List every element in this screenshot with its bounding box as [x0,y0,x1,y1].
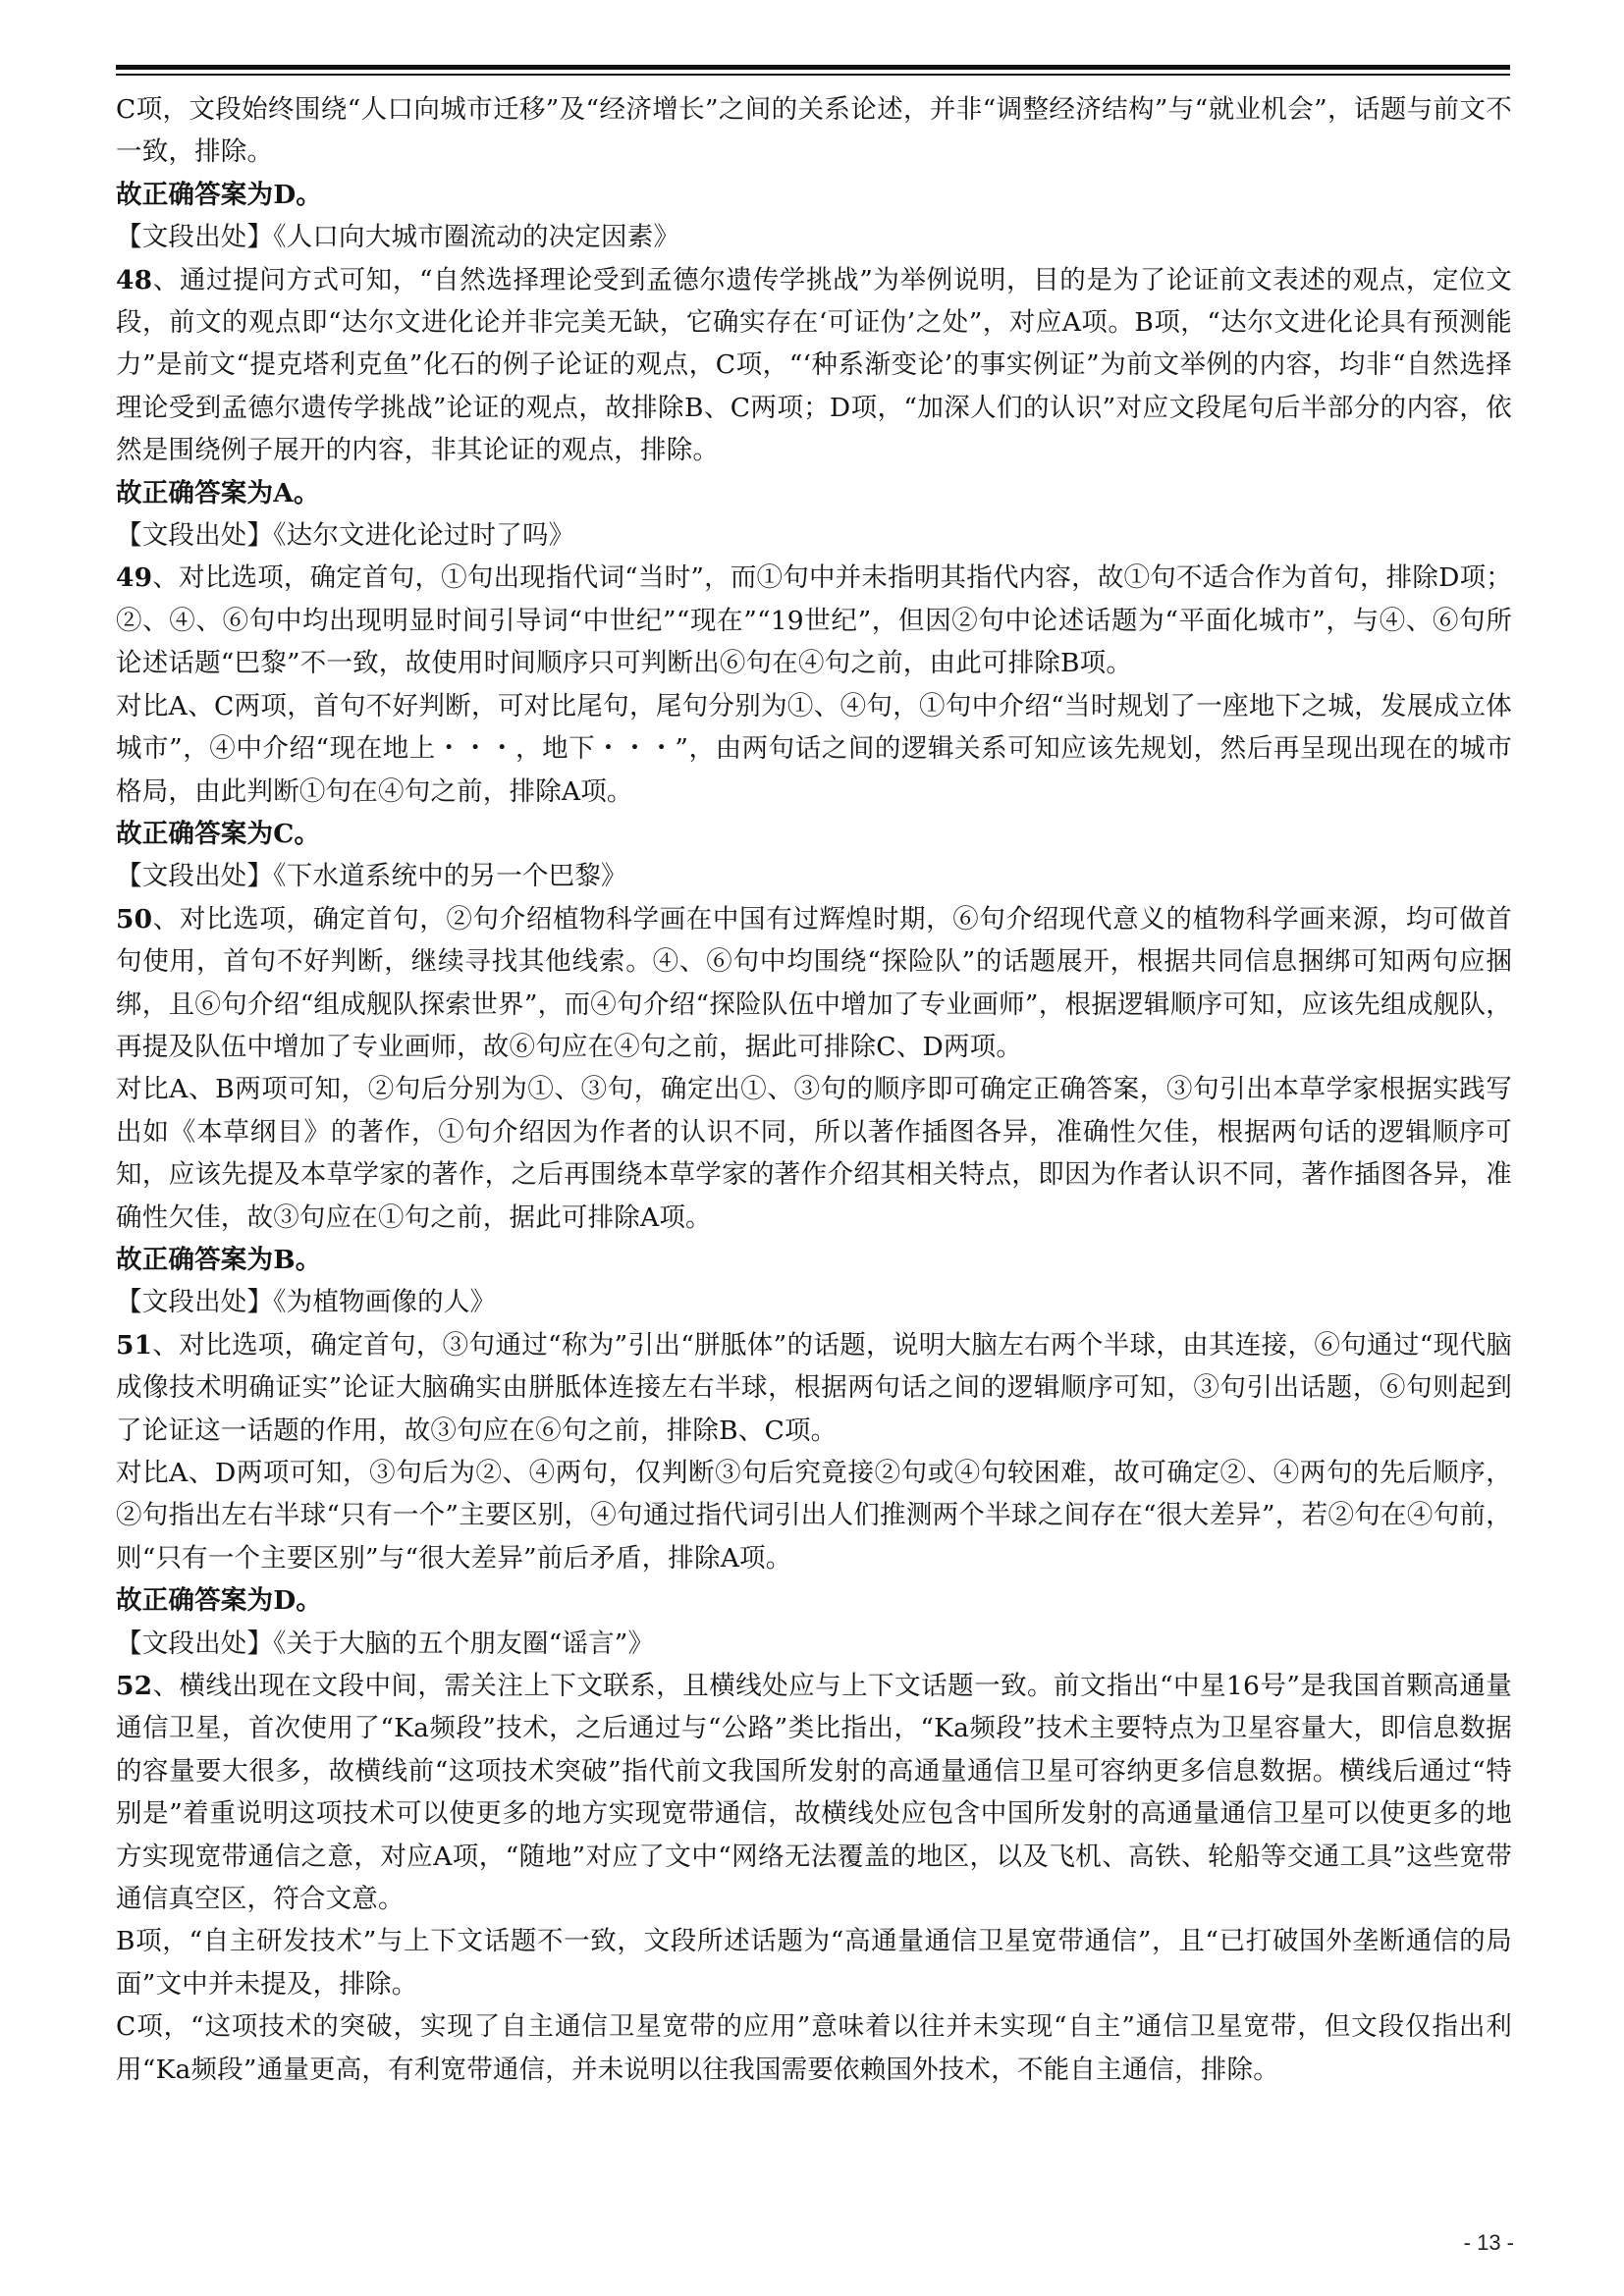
source-line: 【文段出处】《为植物画像的人》 [116,1287,497,1318]
source-line: 【文段出处】《关于大脑的五个朋友圈“谣言”》 [116,1628,655,1659]
header-rule [116,65,1510,70]
answer-line: 故正确答案为D。 [116,179,323,210]
answer-line: 故正确答案为C。 [116,818,321,849]
source-line: 【文段出处】《达尔文进化论过时了吗》 [116,520,575,552]
question-explanation [116,557,1512,684]
explanation-paragraph: 对比A、B两项可知，②句后分别为①、③句，确定出①、③句的顺序即可确定正确答案，③句引出本草学家根据实践写出如《本草纲目》的著作，①句介绍因为作者的认识不同，所以著作插图各异，准确性欠佳，根据两句话的逻辑顺序可知，应该先提及本草学家的著作，之后再围绕本草学家的著作介绍其相关特点，即因为作者认识不同，著作插图各异，准确性欠佳，故③句应在①句之前，据此可排除A项。 [116,1074,1512,1233]
explanation-paragraph: 对比A、D两项可知，③句后为②、④两句，仅判断③句后究竟接②句或④句较困难，故可确定②、④两句的先后顺序，②句指出左右半球“只有一个”主要区别，④句通过指代词引出人们推测两个半球之间存在“很大差异”，若②句在④句前，则“只有一个主要区别”与“很大差异”前后矛盾，排除A项。 [116,1458,1512,1574]
explanation-paragraph: 对比A、C两项，首句不好判断，可对比尾句，尾句分别为①、④句，①句中介绍“当时规划了一座地下之城，发展成立体城市”，④中介绍“现在地上・・・，地下・・・”，由两句话之间的逻辑关系可知应该先规划，然后再呈现出现在的城市格局，由此判断①句在④句之前，排除A项。 [116,690,1512,807]
explanation-text: 、对比选项，确定首句，①句出现指代词“当时”，而①句中并未指明其指代内容，故①句不适合作为首句，排除D项；②、④、⑥句中均出现明显时间引导词“中世纪”“现在”“19世纪”，但因②句中论述话题为“平面化城市”，与④、⑥句所论述话题“巴黎”不一致，故使用时间顺序只可判断出⑥句在④句之前，由此可排除B项。 [116,562,1512,679]
answer-line: 故正确答案为A。 [116,477,320,508]
source-line: 【文段出处】《人口向大城市圈流动的决定因素》 [116,222,680,253]
page-number: - 13 - [1463,2230,1514,2255]
question-explanation [116,259,1512,472]
explanation-text: 、对比选项，确定首句，②句介绍植物科学画在中国有过辉煌时期，⑥句介绍现代意义的植物科学画来源，均可做首句使用，首句不好判断，继续寻找其他线索。④、⑥句中均围绕“探险队”的话题展开，根据共同信息捆绑可知两句应捆绑，且⑥句介绍“组成舰队探索世界”，而④句介绍“探险队伍中增加了专业画师”，根据逻辑顺序可知，应该先组成舰队，再提及队伍中增加了专业画师，故⑥句应在④句之前，据此可排除C、D两项。 [116,903,1512,1062]
question-number: 51 [116,1329,153,1361]
explanation-text: 、对比选项，确定首句，③句通过“称为”引出“胼胝体”的话题，说明大脑左右两个半球，由其连接，⑥句通过“现代脑成像技术明确证实”论证大脑确实由胼胝体连接左右半球，根据两句话之间的逻辑顺序可知，③句引出话题，⑥句则起到了论证这一话题的作用，故③句应在⑥句之前，排除B、C项。 [116,1329,1512,1446]
answer-line: 故正确答案为B。 [116,1244,322,1275]
source-line: 【文段出处】《下水道系统中的另一个巴黎》 [116,861,627,892]
explanation-paragraph: B项，“自主研发技术”与上下文话题不一致，文段所述话题为“高通量通信卫星宽带通信”，且“已打破国外垄断通信的局面”文中并未提及，排除。 [116,1926,1512,2000]
explanation-paragraph: C项，“这项技术的突破，实现了自主通信卫星宽带的应用”意味着以往并未实现“自主”通信卫星宽带，但文段仅指出利用“Ka频段”通量更高，有利宽带通信，并未说明以往我国需要依赖国外技术，不能自主通信，排除。 [116,2011,1512,2085]
explanation-paragraph: C项，文段始终围绕“人口向城市迁移”及“经济增长”之间的关系论述，并非“调整经济结构”与“就业机会”，话题与前文不一致，排除。 [116,94,1512,168]
question-explanation [116,1324,1512,1452]
explanation-text: 、通过提问方式可知，“自然选择理论受到孟德尔遗传学挑战”为举例说明，目的是为了论证前文表述的观点，定位文段，前文的观点即“达尔文进化论并非完美无缺，它确实存在‘可证伪’之处”，对应A项。B项，“达尔文进化论具有预测能力”是前文“提克塔利克鱼”化石的例子论证的观点，C项，“‘种系渐变论’的事实例证”为前文举例的内容，均非“自然选择理论受到孟德尔遗传学挑战”论证的观点，故排除B、C两项；D项，“加深人们的认识”对应文段尾句后半部分的内容，依然是围绕例子展开的内容，非其论证的观点，排除。 [116,264,1512,466]
answer-line: 故正确答案为D。 [116,1585,323,1617]
question-number: 52 [116,1671,153,1702]
answer-explanations [116,88,1512,2091]
question-number: 49 [116,562,153,594]
explanation-text: 、横线出现在文段中间，需关注上下文联系，且横线处应与上下文话题一致。前文指出“中星16号”是我国首颗高通量通信卫星，首次使用了“Ka频段”技术，之后通过与“公路”类比指出，“Ka频段”技术主要特点为卫星容量大，即信息数据的容量要大很多，故横线前“这项技术突破”指代前文我国所发射的高通量通信卫星可容纳更多信息数据。横线后通过“特别是”着重说明这项技术可以使更多的地方实现宽带通信，故横线处应包含中国所发射的高通量通信卫星可以使更多的地方实现宽带通信之意，对应A项，“随地”对应了文中“网络无法覆盖的地区，以及飞机、高铁、轮船等交通工具”这些宽带通信真空区，符合文意。 [116,1671,1512,1915]
question-number: 50 [116,903,153,934]
question-explanation [116,898,1512,1069]
header-rule-thin [116,74,1510,76]
question-explanation [116,1665,1512,1920]
question-number: 48 [116,264,153,295]
